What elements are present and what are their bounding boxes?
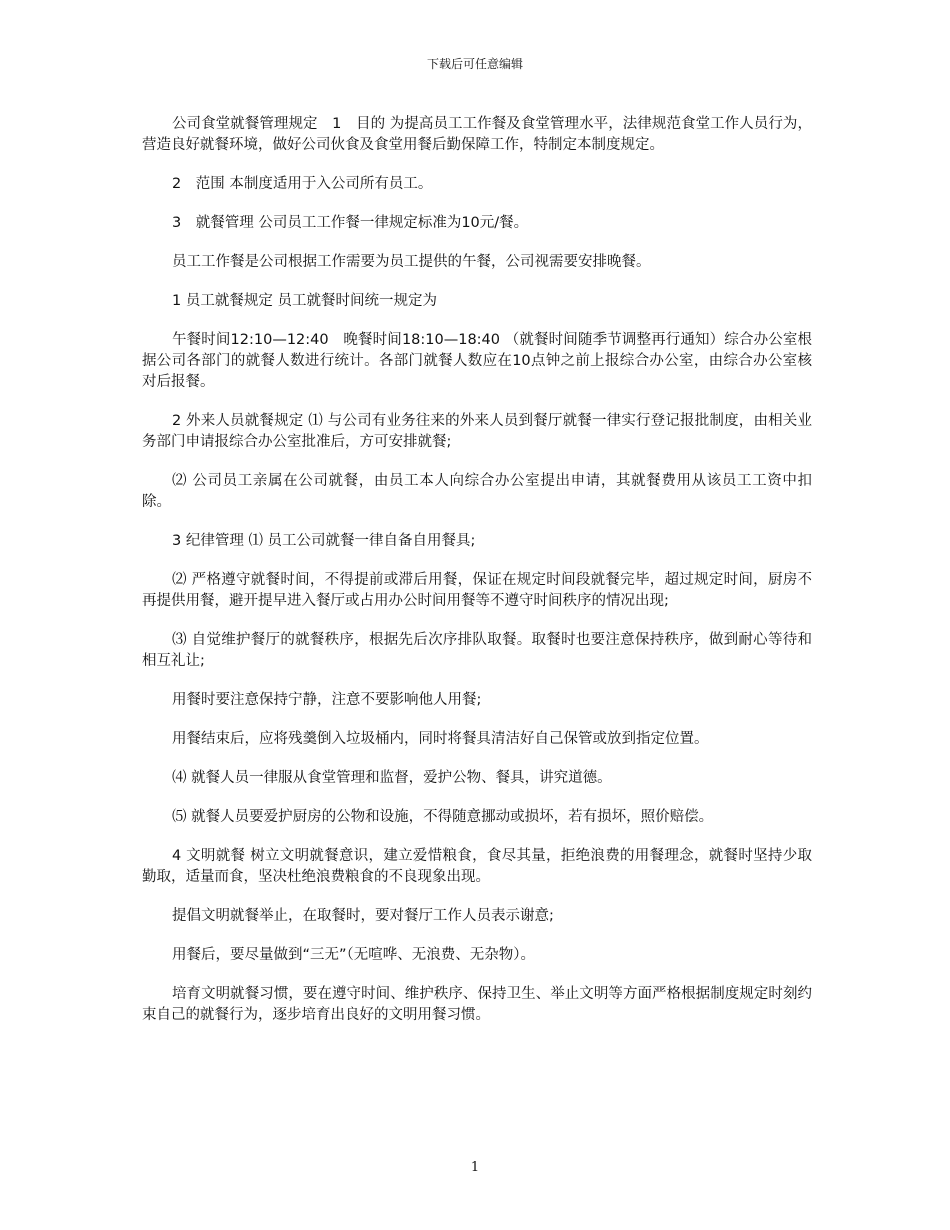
- page-number: 1: [470, 1160, 480, 1175]
- paragraph-protect-facilities: ⑸ 就餐人员要爱护厨房的公物和设施，不得随意挪动或损坏，若有损坏，照价赔偿。: [172, 809, 714, 825]
- paragraph-meal-times: 午餐时间12:10—12:40 晚餐时间18:10—18:40 （就餐时间随季节调整再行通知）综合办公室根据公司各部门的就餐人数进行统计。各部门就餐人数应在10点钟之前上报综合办公室，由综合办公室核对后报餐。: [142, 332, 812, 390]
- paragraph-three-nos: 用餐后，要尽量做到“三无”（无喧哗、无浪费、无杂物）。: [172, 947, 536, 963]
- paragraph-punctuality: ⑵ 严格遵守就餐时间，不得提前或滞后用餐，保证在规定时间段就餐完毕，超过规定时间，厨房不再提供用餐，避开提早进入餐厅或占用办公时间用餐等不遵守时间秩序的情况出现;: [142, 572, 812, 609]
- paragraph-work-meal: 员工工作餐是公司根据工作需要为员工提供的午餐，公司视需要安排晚餐。: [172, 254, 651, 270]
- paragraph-courtesy: 提倡文明就餐举止，在取餐时，要对餐厅工作人员表示谢意;: [172, 908, 554, 924]
- paragraph-obey-management: ⑷ 就餐人员一律服从食堂管理和监督，爱护公物、餐具，讲究道德。: [172, 770, 612, 786]
- paragraph-title-purpose: 公司食堂就餐管理规定 1 目的 为提高员工工作餐及食堂管理水平，法律规范食堂工作人员行为，营造良好就餐环境，做好公司伙食及食堂用餐后勤保障工作，特制定本制度规定。: [142, 116, 812, 153]
- document-body: [142, 114, 812, 1044]
- paragraph-habits: 培育文明就餐习惯，要在遵守时间、维护秩序、保持卫生、举止文明等方面严格根据制度规定时刻约束自己的就餐行为，逐步培育出良好的文明用餐习惯。: [142, 986, 812, 1023]
- paragraph-order: ⑶ 自觉维护餐厅的就餐秩序，根据先后次序排队取餐。取餐时也要注意保持秩序，做到耐心等待和相互礼让;: [142, 632, 812, 669]
- paragraph-dining-management: 3 就餐管理 公司员工工作餐一律规定标准为10元/餐。: [172, 215, 529, 231]
- paragraph-cleanup: 用餐结束后，应将残羹倒入垃圾桶内，同时将餐具清洁好自己保管或放到指定位置。: [172, 731, 709, 747]
- paragraph-civilized-dining: 4 文明就餐 树立文明就餐意识，建立爱惜粮食，食尽其量，拒绝浪费的用餐理念，就餐时坚持少取勤取，适量而食，坚决杜绝浪费粮食的不良现象出现。: [142, 848, 812, 885]
- page-header: 下载后可任意编辑: [426, 57, 523, 71]
- paragraph-family-dining: ⑵ 公司员工亲属在公司就餐，由员工本人向综合办公室提出申请，其就餐费用从该员工工资中扣除。: [142, 473, 812, 510]
- paragraph-quiet: 用餐时要注意保持宁静，注意不要影响他人用餐;: [172, 692, 482, 708]
- paragraph-dining-rules: 1 员工就餐规定 员工就餐时间统一规定为: [172, 293, 437, 309]
- paragraph-visitor-rules: 2 外来人员就餐规定 ⑴ 与公司有业务往来的外来人员到餐厅就餐一律实行登记报批制度，由相关业务部门申请报综合办公室批准后，方可安排就餐;: [142, 413, 812, 450]
- paragraph-scope: 2 范围 本制度适用于入公司所有员工。: [172, 176, 433, 192]
- paragraph-discipline: 3 纪律管理 ⑴ 员工公司就餐一律自备自用餐具;: [172, 533, 476, 549]
